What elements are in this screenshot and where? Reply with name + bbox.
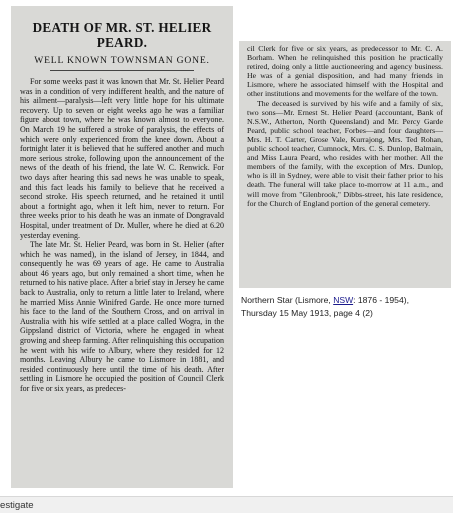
state-link[interactable]: NSW: [333, 295, 354, 305]
article-body-left: [20, 77, 224, 394]
article-paragraph: For some weeks past it was known that Mr. St. Helier Peard was in a condition of very indifferent health, and the nature of his ailment—paralysis—left very little hope for his ultimate recovery. Up to seven or eight weeks ago he was a familiar figure about town, where he was known almost to everyone. On March 19 he suffered a stroke of paralysis, the effects of which were only experienced from the knee down. About a fortnight later it is believed that he suffered another and much more serious stroke, following upon the announcement of the news of the death of his friend, the late W. C. Renwick. For two days after hearing this sad news he was unable to speak, and this fact leads his family to believe that he received a second stroke. His speech returned, and he retained it until about a fortnight ago, when it left him, never to return. For three weeks prior to his death he was an inmate of Dongravald Hospital, under treatment of Dr. Muller, where he died at 6.20 yesterday evening.: [20, 77, 224, 240]
caption-line-2: Thursday 15 May 1913, page 4 (2): [241, 308, 373, 318]
article-paragraph: The deceased is survived by his wife and a family of six, two sons—Mr. Ernest St. Helier Peard (accountant, Bank of N.S.W., Atherton, North Queensland) and Mr. Percy Garde Peard, public school teacher, Forbes—and four daughters—Mrs. H. T. Carter, Grose Vale, Kurrajong, Mrs. Ted Rohan, public school teacher, Cumnock, Mrs. C. S. Dunlop, Balmain, and Miss Laura Peard, who resides with her mother. All the members of the family, with the exception of Mrs. Dunlop, who is ill in Sydney, were able to visit their father prior to his death. The funeral will take place to-morrow at 11 a.m., and will move from "Glenbrook," Dibbs-street, his late residence, for the Church of England portion of the general cemetery.: [247, 98, 443, 208]
bottom-toolbar: [0, 496, 453, 513]
source-caption: [241, 294, 451, 320]
article-paragraph: The late Mr. St. Helier Peard, was born in St. Helier (after which he was named), in the island of Jersey, in 1844, and consequently he was 69 years of age. He came to Australia about 46 years ago, but only remained a short time, when he returned to his native place. After a brief stay in Jersey he came back to Australia, only to return a little later to Ireland, where he married Miss Annie Winifred Garde. He once more turned his face to the land of the Southern Cross, and on arrival in Australia with his wife settled at a place called Wogra, in the Gippsland district of Victoria, where he engaged in wheat growing and sheep farming. After relinquishing this occupation he went with his wife to Albury, where they resided for 12 months. Leaving Albury he came to Lismore in 1881, and resided continuously here until the time of his death. After settling in Lismore he occupied the position of Council Clerk for five or six years, as predeces-: [20, 240, 224, 393]
investigate-link[interactable]: estigate: [0, 500, 34, 511]
article-subhead: WELL KNOWN TOWNSMAN GONE.: [34, 55, 210, 66]
article-body-right: [247, 44, 443, 208]
headline-rule: [50, 70, 194, 71]
article-clipping-left: [11, 6, 233, 488]
article-clipping-right: [239, 41, 451, 288]
caption-years: : 1876 - 1954),: [353, 295, 409, 305]
caption-line-1: [241, 294, 451, 307]
article-headline: DEATH OF MR. ST. HELIER PEARD.: [32, 20, 212, 50]
caption-paper: Northern Star (Lismore,: [241, 295, 331, 305]
article-paragraph: cil Clerk for five or six years, as predecessor to Mr. C. A. Borham. When he relinquished this position he practically retired, doing only a little auctioneering and agency business. He was of a genial disposition, and had many friends in Lismore, where he associated himself with the Hospital and other institutions and movements for the welfare of the town.: [247, 44, 443, 99]
